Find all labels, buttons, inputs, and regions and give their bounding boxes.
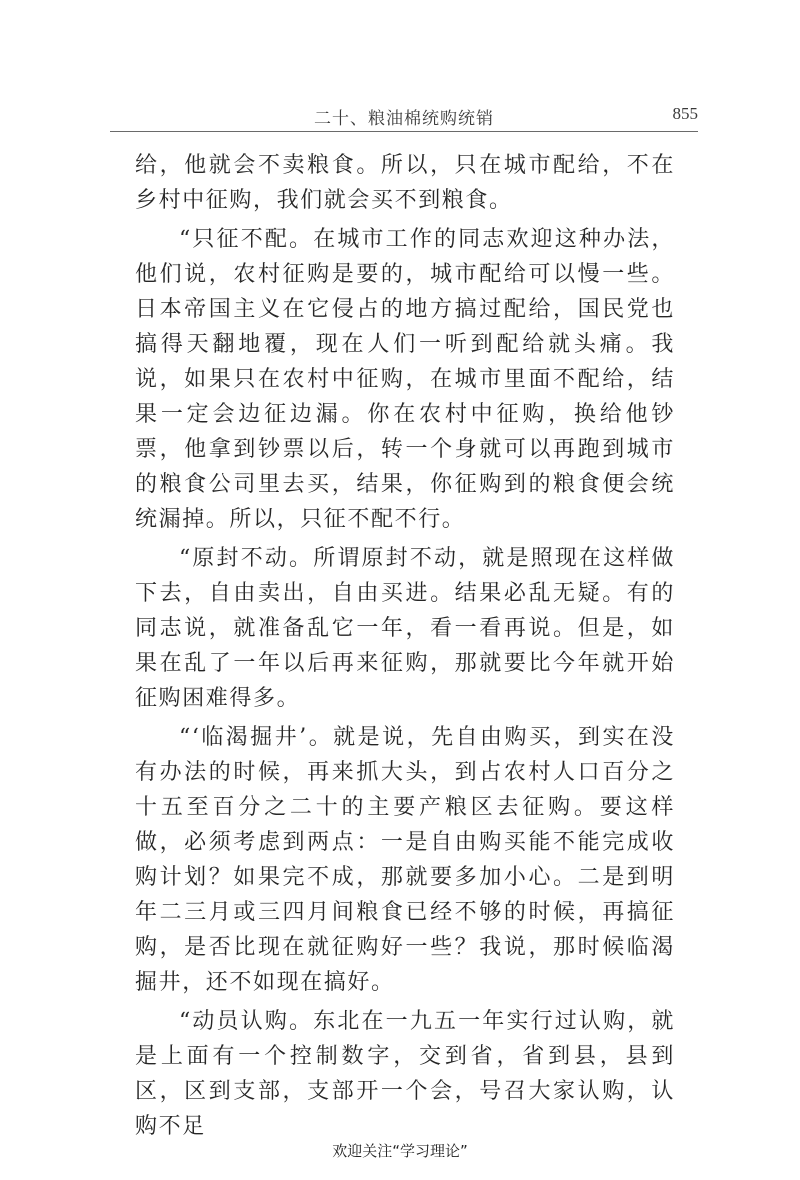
- header-rule: [110, 131, 698, 132]
- paragraph-1: 给，他就会不卖粮食。所以，只在城市配给，不在乡村中征购，我们就会买不到粮食。: [135, 153, 675, 213]
- body-text: [135, 148, 675, 1148]
- paragraph-2: “只征不配。在城市工作的同志欢迎这种办法，他们说，农村征购是要的，城市配给可以慢一些。日本帝国主义在它侵占的地方搞过配给，国民党也搞得天翻地覆，现在人们一听到配给就头痛。我说，如果只在农村中征购，在城市里面不配给，结果一定会边征边漏。你在农村中征购，换给他钞票，他拿到钞票以后，转一个身就可以再跑到城市的粮食公司里去买，结果，你征购到的粮食便会统统漏掉。所以，只征不配不行。: [135, 227, 675, 532]
- chapter-title: 二十、粮油棉统购统销: [314, 109, 494, 129]
- paragraph-5: “动员认购。东北在一九五一年实行过认购，就是上面有一个控制数字，交到省，省到县，县到区，区到支部，支部开一个会，号召大家认购，认购不足: [135, 1009, 675, 1139]
- running-header: [110, 100, 698, 130]
- paragraph-3: “原封不动。所谓原封不动，就是照现在这样做下去，自由卖出，自由买进。结果必乱无疑。有的同志说，就准备乱它一年，看一看再说。但是，如果在乱了一年以后再来征购，那就要比今年就开始征购困难得多。: [135, 546, 675, 711]
- page-number: 855: [672, 104, 698, 123]
- paragraph-4: “‘临渴掘井’。就是说，先自由购买，到实在没有办法的时候，再来抓大头，到占农村人口百分之十五至百分之二十的主要产粮区去征购。要这样做，必须考虑到两点：一是自由购买能不能完成收购计划？如果完不成，那就要多加小心。二是到明年二三月或三四月间粮食已经不够的时候，再搞征购，是否比现在就征购好一些？我说，那时候临渴掘井，还不如现在搞好。: [135, 725, 675, 995]
- footer-caption: 欢迎关注“学习理论”: [332, 1142, 468, 1160]
